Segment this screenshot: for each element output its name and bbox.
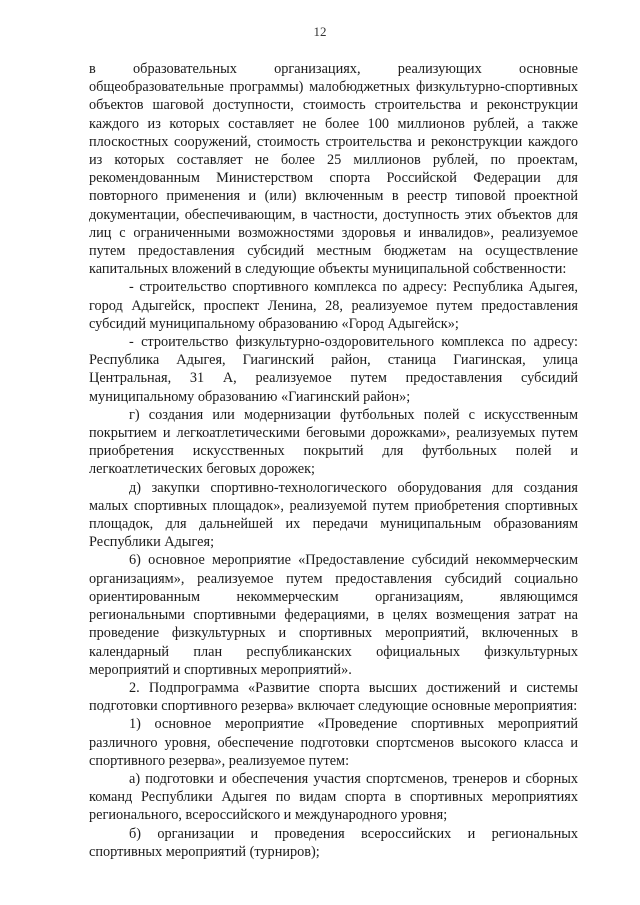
paragraph: 6) основное мероприятие «Предоставление субсидий некоммерческим организациям», реализуемое путем предоставления субсидий социально ориентированным некоммерческим организациям, являющимся региональными спортивными федерациями, в целях возмещения затрат на проведение физкультурных и спортивных мероприятий, включенных в календарный план республиканских официальных физкультурных мероприятий и спортивных мероприятий». [89,552,578,678]
document-body [89,60,578,861]
paragraph: а) подготовки и обеспечения участия спортсменов, тренеров и сборных команд Республики Адыгея по видам спорта в спортивных мероприятиях регионального, всероссийского и международного уровня; [89,770,578,824]
paragraph: д) закупки спортивно-технологического оборудования для создания малых спортивных площадок», реализуемой путем приобретения спортивных площадок, для дальнейшей их передачи муниципальным образованиям Республики Адыгея; [89,479,578,551]
paragraph: - строительство спортивного комплекса по адресу: Республика Адыгея, город Адыгейск, проспект Ленина, 28, реализуемое путем предоставления субсидий муниципальному образованию «Город Адыгейск»; [89,279,578,332]
paragraph: - строительство физкультурно-оздоровительного комплекса по адресу: Республика Адыгея, Гиагинский район, станица Гиагинская, улица Центральная, 31 А, реализуемое путем предоставления субсидий муниципальному образованию «Гиагинский район»; [89,334,578,405]
paragraph: б) организации и проведения всероссийских и региональных спортивных мероприятий (турниров); [89,825,578,860]
paragraph: г) создания или модернизации футбольных полей с искусственным покрытием и легкоатлетическими беговыми дорожками», реализуемых путем приобретения искусственных покрытий для футбольных полей и легкоатлетических беговых дорожек; [89,406,578,478]
paragraph: 1) основное мероприятие «Проведение спортивных мероприятий различного уровня, обеспечение подготовки спортсменов высокого класса и спортивного резерва», реализуемое путем: [89,716,578,769]
paragraph: 2. Подпрограмма «Развитие спорта высших достижений и системы подготовки спортивного резерва» включает следующие основные мероприятия: [89,679,578,715]
page-number: 12 [313,24,327,39]
paragraph: в образовательных организациях, реализующих основные общеобразовательные программы) малобюджетных физкультурно-спортивных объектов шаговой доступности, стоимость строительства и реконструкции каждого из которых составляет не более 100 миллионов рублей, а также плоскостных сооружений, стоимость строительства и реконструкции каждого из которых составляет не более 25 миллионов рублей, по проектам, рекомендованным Министерством спорта Российской Федерации для повторного применения и (или) включенным в реестр типовой проектной документации, обеспечивающим, в частности, доступность этих объектов для лиц с ограниченными возможностями здоровья и инвалидов», реализуемое путем предоставления субсидий местным бюджетам на осуществление капитальных вложений в следующие объекты муниципальной собственности: [89,61,578,278]
